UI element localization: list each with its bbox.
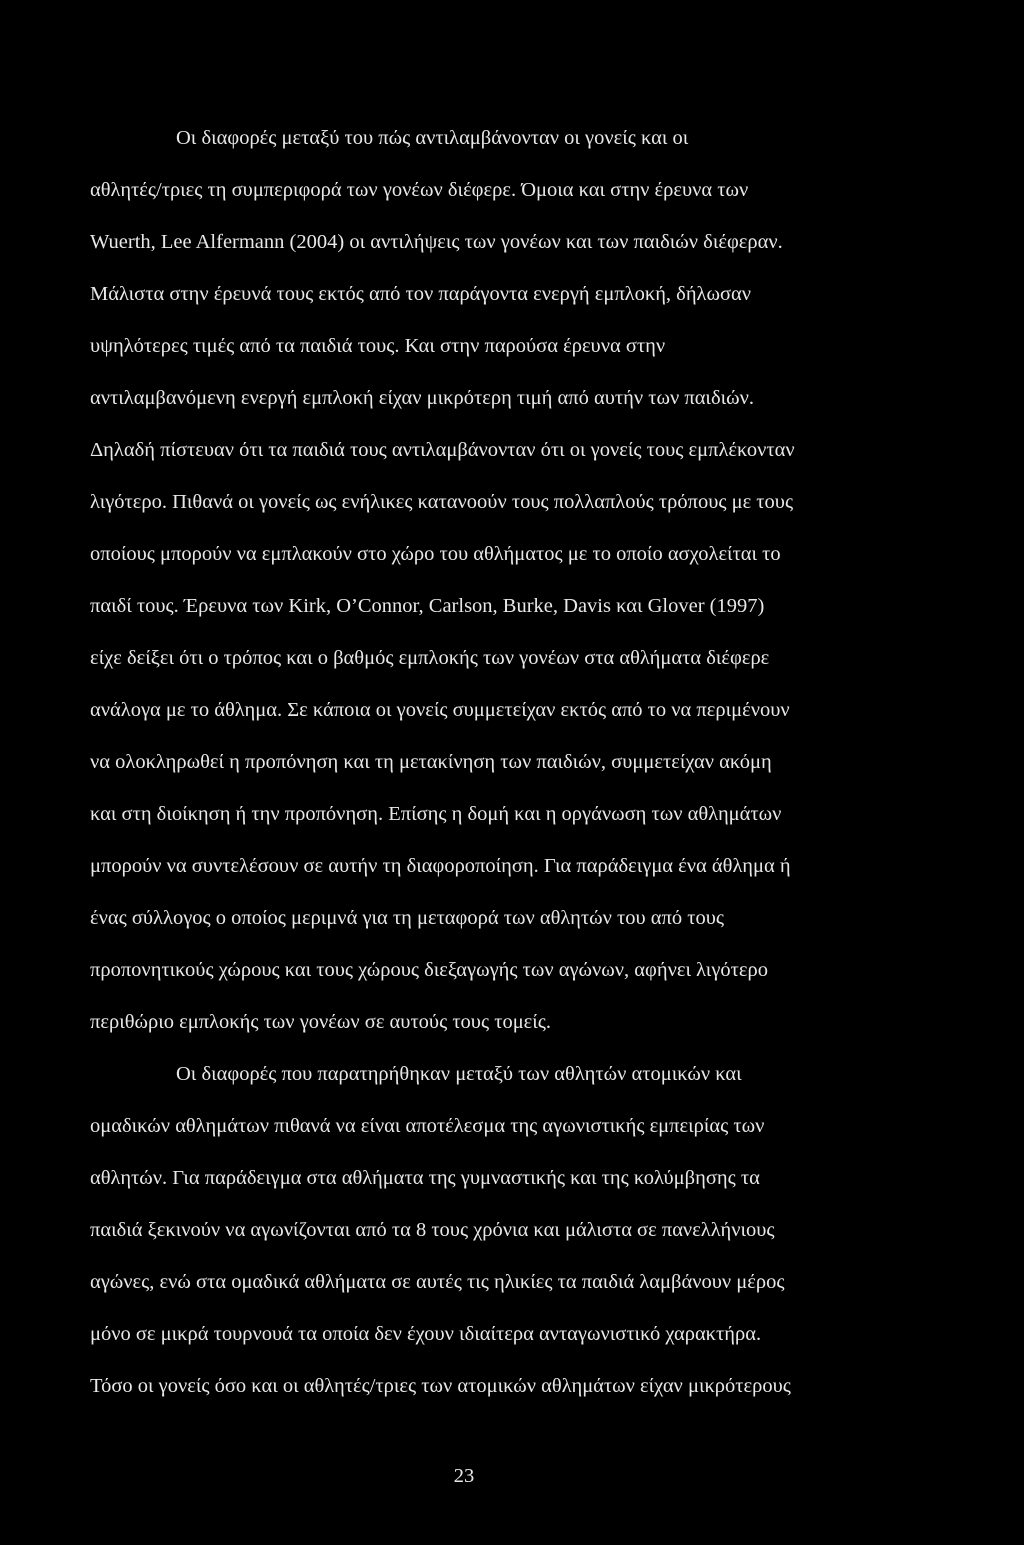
text-line: Τόσο οι γονείς όσο και οι αθλητές/τριες των ατομικών αθλημάτων είχαν μικρότερους	[90, 1375, 791, 1397]
page-number: 23	[453, 1465, 475, 1487]
text-line: είχε δείξει ότι ο τρόπος και ο βαθμός εμπλοκής των γονέων στα αθλήματα διέφερε	[90, 647, 770, 669]
text-line: οποίους μπορούν να εμπλακούν στο χώρο του αθλήματος με το οποίο ασχολείται το	[90, 543, 781, 565]
text-line: αντιλαμβανόμενη ενεργή εμπλοκή είχαν μικρότερη τιμή από αυτήν των παιδιών.	[90, 387, 755, 409]
text-line: μπορούν να συντελέσουν σε αυτήν τη διαφοροποίηση. Για παράδειγμα ένα άθλημα ή	[90, 855, 791, 877]
text-line: και στη διοίκηση ή την προπόνηση. Επίσης η δομή και η οργάνωση των αθλημάτων	[90, 803, 782, 825]
text-line: ανάλογα με το άθλημα. Σε κάποια οι γονείς συμμετείχαν εκτός από το να περιμένουν	[90, 699, 790, 721]
text-line: παιδί τους. Έρευνα των Kirk, O’Connor, Carlson, Burke, Davis και Glover (1997)	[90, 595, 765, 617]
text-line: λιγότερο. Πιθανά οι γονείς ως ενήλικες κατανοούν τους πολλαπλούς τρόπους με τους	[90, 491, 794, 513]
text-line: αθλητών. Για παράδειγμα στα αθλήματα της γυμναστικής και της κολύμβησης τα	[90, 1167, 760, 1189]
text-line: περιθώριο εμπλοκής των γονέων σε αυτούς τους τομείς.	[90, 1011, 552, 1033]
text-line: υψηλότερες τιμές από τα παιδιά τους. Και στην παρούσα έρευνα στην	[90, 335, 666, 357]
text-line: προπονητικούς χώρους και τους χώρους διεξαγωγής των αγώνων, αφήνει λιγότερο	[90, 959, 768, 981]
text-line: Οι διαφορές που παρατηρήθηκαν μεταξύ των αθλητών ατομικών και	[176, 1063, 742, 1085]
text-line: παιδιά ξεκινούν να αγωνίζονται από τα 8 τους χρόνια και μάλιστα σε πανελλήνιους	[90, 1219, 775, 1241]
text-line: αθλητές/τριες τη συμπεριφορά των γονέων διέφερε. Όμοια και στην έρευνα των	[90, 179, 749, 201]
text-line: αγώνες, ενώ στα ομαδικά αθλήματα σε αυτές τις ηλικίες τα παιδιά λαμβάνουν μέρος	[90, 1271, 785, 1293]
text-line: ομαδικών αθλημάτων πιθανά να είναι αποτέλεσμα της αγωνιστικής εμπειρίας των	[90, 1115, 765, 1137]
text-line: μόνο σε μικρά τουρνουά τα οποία δεν έχουν ιδιαίτερα ανταγωνιστικό χαρακτήρα.	[90, 1323, 762, 1345]
text-line: Οι διαφορές μεταξύ του πώς αντιλαμβάνονταν οι γονείς και οι	[176, 127, 689, 149]
text-line: Μάλιστα στην έρευνά τους εκτός από τον παράγοντα ενεργή εμπλοκή, δήλωσαν	[90, 283, 752, 305]
text-line: ένας σύλλογος ο οποίος μεριμνά για τη μεταφορά των αθλητών του από τους	[90, 907, 724, 929]
text-line: Δηλαδή πίστευαν ότι τα παιδιά τους αντιλαμβάνονταν ότι οι γονείς τους εμπλέκονταν	[90, 439, 795, 461]
text-line: να ολοκληρωθεί η προπόνηση και τη μετακίνηση των παιδιών, συμμετείχαν ακόμη	[90, 751, 772, 773]
text-line: Wuerth, Lee Alfermann (2004) οι αντιλήψεις των γονέων και των παιδιών διέφεραν.	[90, 231, 783, 253]
